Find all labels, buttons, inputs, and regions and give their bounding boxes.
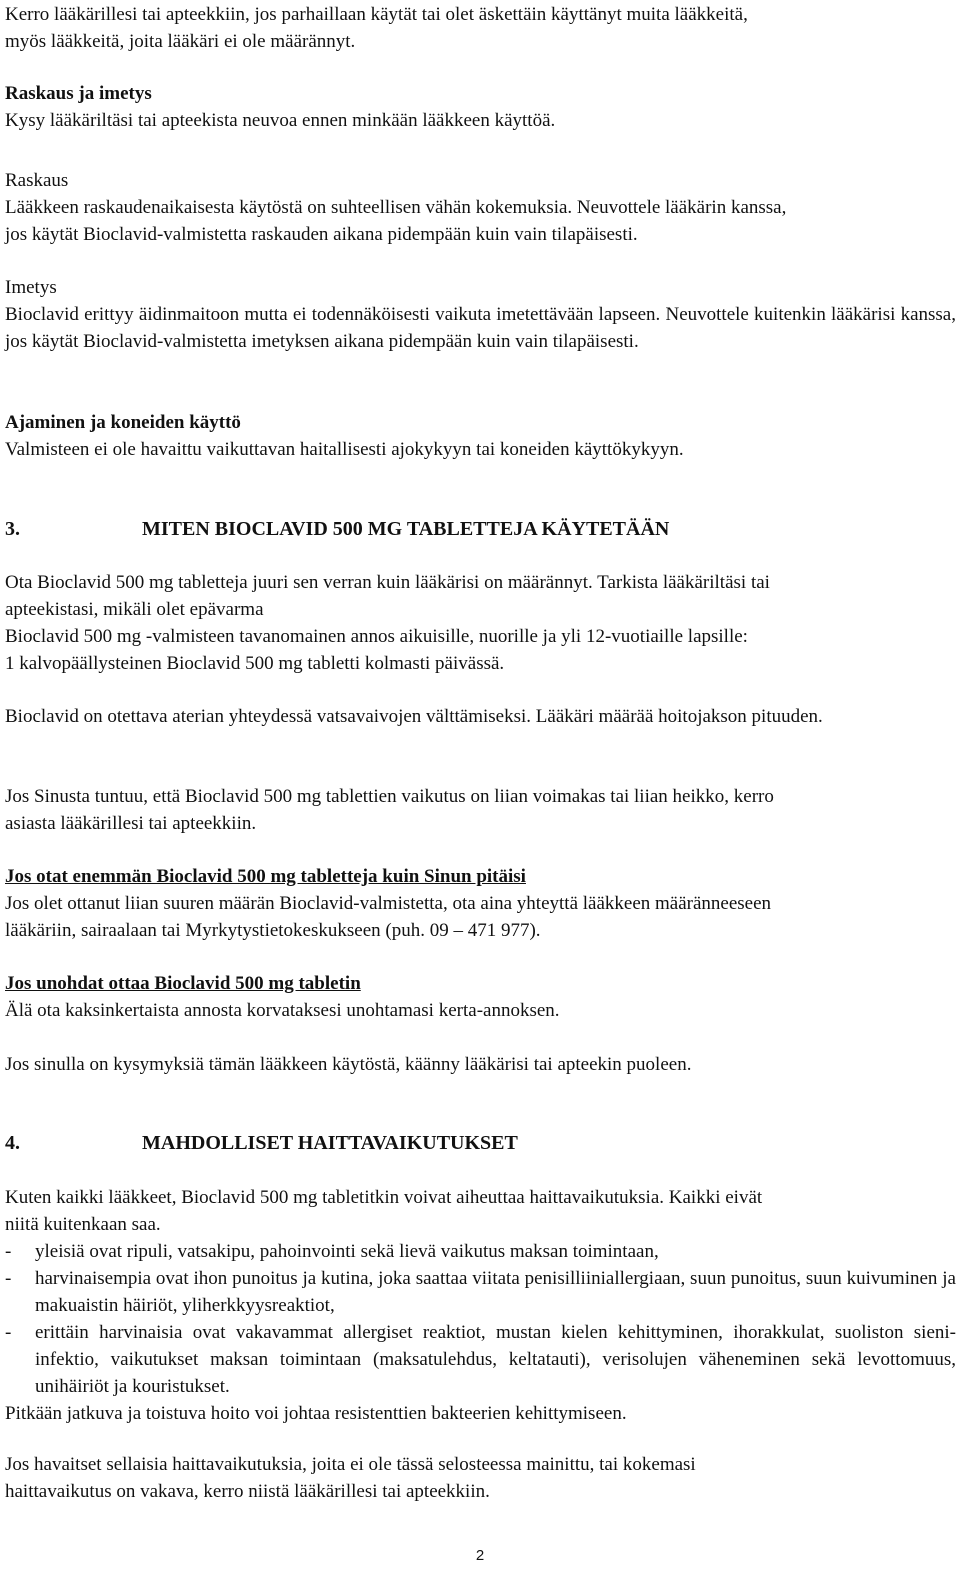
intro-paragraph: [5, 1, 956, 55]
list-item: [5, 1319, 956, 1400]
page-number: 2: [475, 1547, 485, 1564]
breastfeeding-text: Bioclavid erittyy äidinmaitoon mutta ei todennäköisesti vaikuta imetettävään lapseen. Neuvottele kuitenkin lääkärisi kanssa, jos käytät Bioclavid-valmistetta imetyksen aikana pidempään kuin vain tilapäisesti.: [5, 304, 956, 352]
missed-dose-section: [5, 970, 956, 1024]
effect-line-2: asiasta lääkärillesi tai apteekkiin.: [5, 813, 257, 834]
list-item: [5, 1265, 956, 1319]
missed-dose-heading: Jos unohdat ottaa Bioclavid 500 mg tabletin: [5, 973, 361, 994]
missed-dose-text: Älä ota kaksinkertaista annosta korvataksesi unohtamasi kerta-annoksen.: [5, 1000, 560, 1021]
effect-paragraph: [5, 783, 956, 837]
long-term-text: Pitkään jatkuva ja toistuva hoito voi johtaa resistenttien bakteerien kehittymiseen.: [5, 1403, 627, 1424]
section-3-title: MITEN BIOCLAVID 500 MG TABLETTEJA KÄYTETÄÄN: [142, 518, 670, 540]
side-effects-intro: [5, 1184, 956, 1238]
dosage-line-3: Bioclavid 500 mg -valmisteen tavanomainen annos aikuisille, nuorille ja yli 12-vuotiaille lapsille:: [5, 626, 748, 647]
report-line-1: Jos havaitset sellaisia haittavaikutuksia, joita ei ole tässä selosteessa mainittu, tai kokemasi: [5, 1454, 696, 1475]
side-effects-intro-line-2: niitä kuitenkaan saa.: [5, 1214, 161, 1235]
list-item-text: yleisiä ovat ripuli, vatsakipu, pahoinvointi sekä lievä vaikutus maksan toimintaan,: [35, 1241, 659, 1262]
list-item: [5, 1238, 956, 1265]
intro-line-1: Kerro lääkärillesi tai apteekkiin, jos parhaillaan käytät tai olet äskettäin käyttänyt muita lääkkeitä,: [5, 4, 748, 25]
section-3-heading: [5, 516, 669, 543]
report-line-2: haittavaikutus on vakava, kerro niistä lääkärillesi tai apteekkiin.: [5, 1481, 490, 1502]
dosage-line-2: apteekistasi, mikäli olet epävarma: [5, 599, 264, 620]
overdose-line-2: lääkäriin, sairaalaan tai Myrkytystietokeskukseen (puh. 09 – 471 977).: [5, 920, 541, 941]
effect-line-1: Jos Sinusta tuntuu, että Bioclavid 500 mg tablettien vaikutus on liian voimakas tai liian heikko, kerro: [5, 786, 774, 807]
pregnancy-subtitle: Raskaus: [5, 170, 69, 191]
list-item-text: harvinaisempia ovat ihon punoitus ja kutina, joka saattaa viitata penisilliiniallergiaan, suun punoitus, suun kuivuminen ja makuaistin häiriöt, yliherkkyysreaktiot,: [35, 1268, 956, 1316]
overdose-line-1: Jos olet ottanut liian suuren määrän Bioclavid-valmistetta, ota aina yhteyttä lääkkeen määränneeseen: [5, 893, 772, 914]
pregnancy-section: [5, 80, 956, 134]
pregnancy-sub-line-1: Lääkkeen raskaudenaikaisesta käytöstä on suhteellisen vähän kokemuksia. Neuvottele lääkärin kanssa,: [5, 197, 787, 218]
overdose-heading: Jos otat enemmän Bioclavid 500 mg tabletteja kuin Sinun pitäisi: [5, 866, 526, 887]
section-4-number: 4.: [5, 1132, 20, 1154]
driving-text: Valmisteen ei ole havaittu vaikuttavan haitallisesti ajokykyyn tai koneiden käyttökykyyn.: [5, 439, 684, 460]
pregnancy-heading: Raskaus ja imetys: [5, 83, 152, 104]
breastfeeding-subsection: [5, 274, 956, 355]
breastfeeding-subtitle: Imetys: [5, 277, 57, 298]
section-3-number: 3.: [5, 518, 20, 540]
driving-heading: Ajaminen ja koneiden käyttö: [5, 412, 241, 433]
side-effects-intro-line-1: Kuten kaikki lääkkeet, Bioclavid 500 mg tabletitkin voivat aiheuttaa haittavaikutuksia. Kaikki eivät: [5, 1187, 763, 1208]
dosage-line-4: 1 kalvopäällysteinen Bioclavid 500 mg tabletti kolmasti päivässä.: [5, 653, 505, 674]
section-4-heading: [5, 1130, 518, 1157]
section-4-title: MAHDOLLISET HAITTAVAIKUTUKSET: [142, 1132, 518, 1154]
report-paragraph: [5, 1451, 956, 1505]
questions-paragraph: Jos sinulla on kysymyksiä tämän lääkkeen käytöstä, käänny lääkärisi tai apteekin puoleen.: [5, 1054, 692, 1075]
driving-section: [5, 409, 956, 463]
list-dash: -: [5, 1322, 12, 1343]
pregnancy-text: Kysy lääkäriltäsi tai apteekista neuvoa ennen minkään lääkkeen käyttöä.: [5, 110, 556, 131]
pregnancy-subsection: [5, 167, 956, 248]
dosage-paragraph: [5, 569, 956, 677]
meal-paragraph: Bioclavid on otettava aterian yhteydessä vatsavaivojen välttämiseksi. Lääkäri määrää hoitojakson pituuden.: [5, 706, 823, 727]
dosage-line-1: Ota Bioclavid 500 mg tabletteja juuri sen verran kuin lääkärisi on määrännyt. Tarkista lääkäriltäsi tai: [5, 572, 770, 593]
pregnancy-sub-line-2: jos käytät Bioclavid-valmistetta raskauden aikana pidempään kuin vain tilapäisesti.: [5, 224, 638, 245]
list-item-text: erittäin harvinaisia ovat vakavammat allergiset reaktiot, mustan kielen kehittyminen, ihorakkulat, suoliston sieni-infektio, vaikutukset maksan toimintaan (maksatulehdus, keltatauti), verisolujen väheneminen sekä levottomuus, unihäiriöt ja kouristukset.: [35, 1322, 956, 1397]
intro-line-2: myös lääkkeitä, joita lääkäri ei ole määrännyt.: [5, 31, 356, 52]
list-dash: -: [5, 1268, 12, 1289]
overdose-section: [5, 863, 956, 944]
side-effects-list: [5, 1238, 956, 1427]
list-dash: -: [5, 1241, 12, 1262]
